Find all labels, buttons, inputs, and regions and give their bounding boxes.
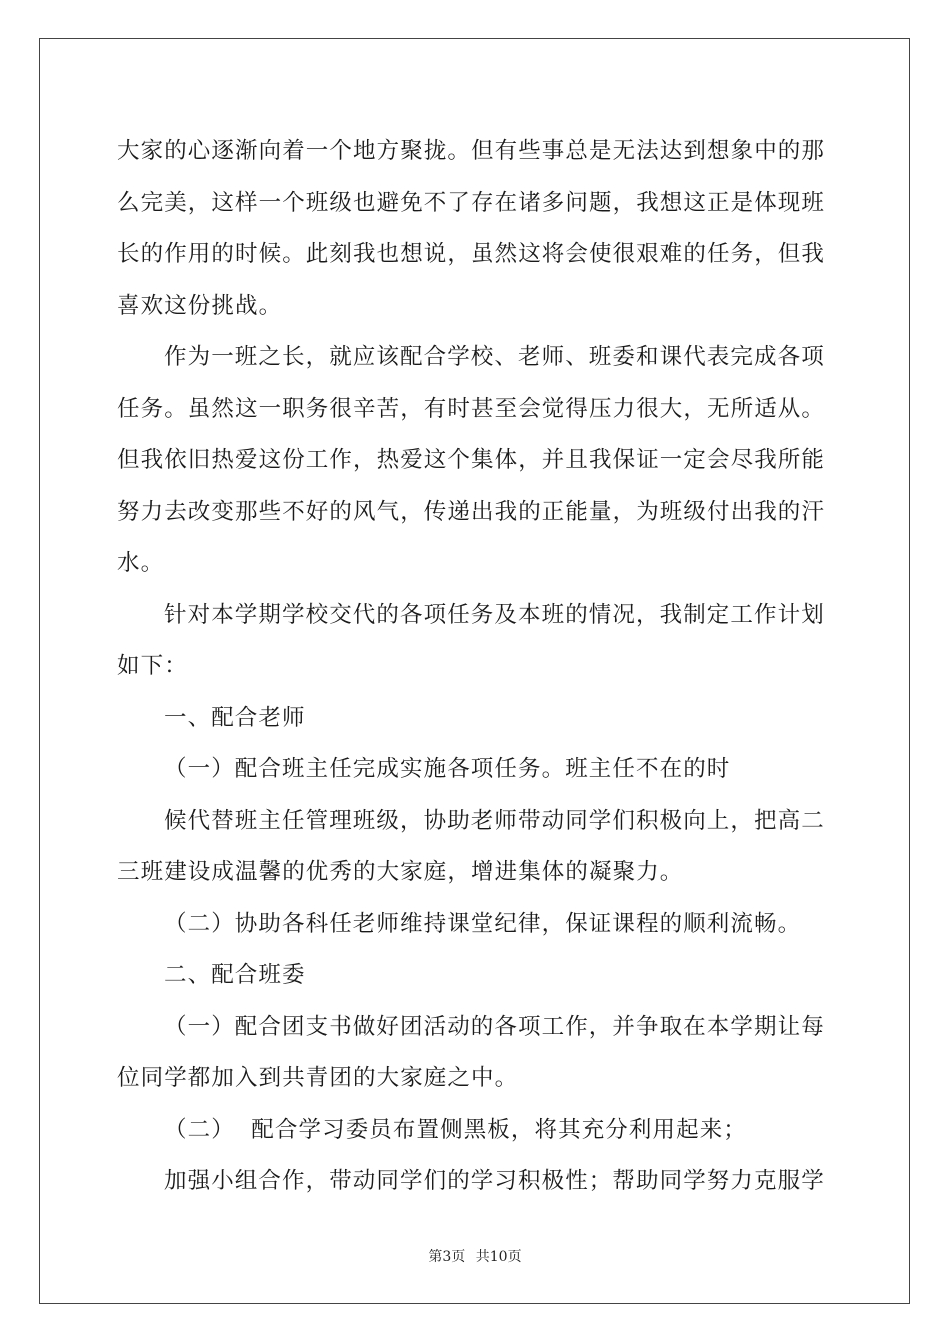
- text-line: （二）协助各科任老师维持课堂纪律，保证课程的顺利流畅。: [164, 910, 802, 937]
- text-line: 加强小组合作，带动同学们的学习积极性；帮助同学努力克服学: [164, 1168, 825, 1194]
- text-line: 作为一班之长，就应该配合学校、老师、班委和课代表完成各项: [164, 344, 825, 370]
- section-heading: 二、配合班委: [164, 962, 306, 988]
- text-line: 位同学都加入到共青团的大家庭之中。: [117, 1065, 519, 1091]
- page-footer: [0, 1246, 950, 1266]
- text-line: 但我依旧热爱这份工作，热爱这个集体，并且我保证一定会尽我所能: [117, 447, 826, 473]
- page-total: 共10页: [475, 1249, 522, 1265]
- text-line: 三班建设成温馨的优秀的大家庭，增进集体的凝聚力。: [117, 859, 684, 885]
- text-line: 大家的心逐渐向着一个地方聚拢。但有些事总是无法达到想象中的那: [117, 138, 826, 164]
- text-line: 任务。虽然这一职务很辛苦，有时甚至会觉得压力很大，无所适从。: [117, 395, 826, 422]
- text-line: （二） 配合学习委员布置侧黑板，将其充分利用起来；: [164, 1116, 747, 1143]
- text-line: 长的作用的时候。此刻我也想说，虽然这将会使很艰难的任务，但我: [117, 241, 826, 267]
- text-line: 水。: [117, 550, 165, 576]
- text-line: 针对本学期学校交代的各项任务及本班的情况，我制定工作计划: [164, 601, 825, 628]
- text-line: 如下：: [117, 653, 188, 679]
- document-body: [117, 126, 835, 1208]
- section-heading: 一、配合老师: [164, 704, 306, 731]
- text-line: 喜欢这份挑战。: [117, 292, 283, 319]
- text-line: 努力去改变那些不好的风气，传递出我的正能量，为班级付出我的汗: [117, 498, 826, 525]
- text-line: 候代替班主任管理班级，协助老师带动同学们积极向上，把高二: [164, 807, 825, 834]
- text-line: （一）配合班主任完成实施各项任务。班主任不在的时: [164, 756, 731, 782]
- text-line: 么完美，这样一个班级也避免不了存在诸多问题，我想这正是体现班: [117, 189, 826, 216]
- page-number: 第3页: [428, 1249, 466, 1265]
- text-line: （一）配合团支书做好团活动的各项工作，并争取在本学期让每: [164, 1013, 825, 1040]
